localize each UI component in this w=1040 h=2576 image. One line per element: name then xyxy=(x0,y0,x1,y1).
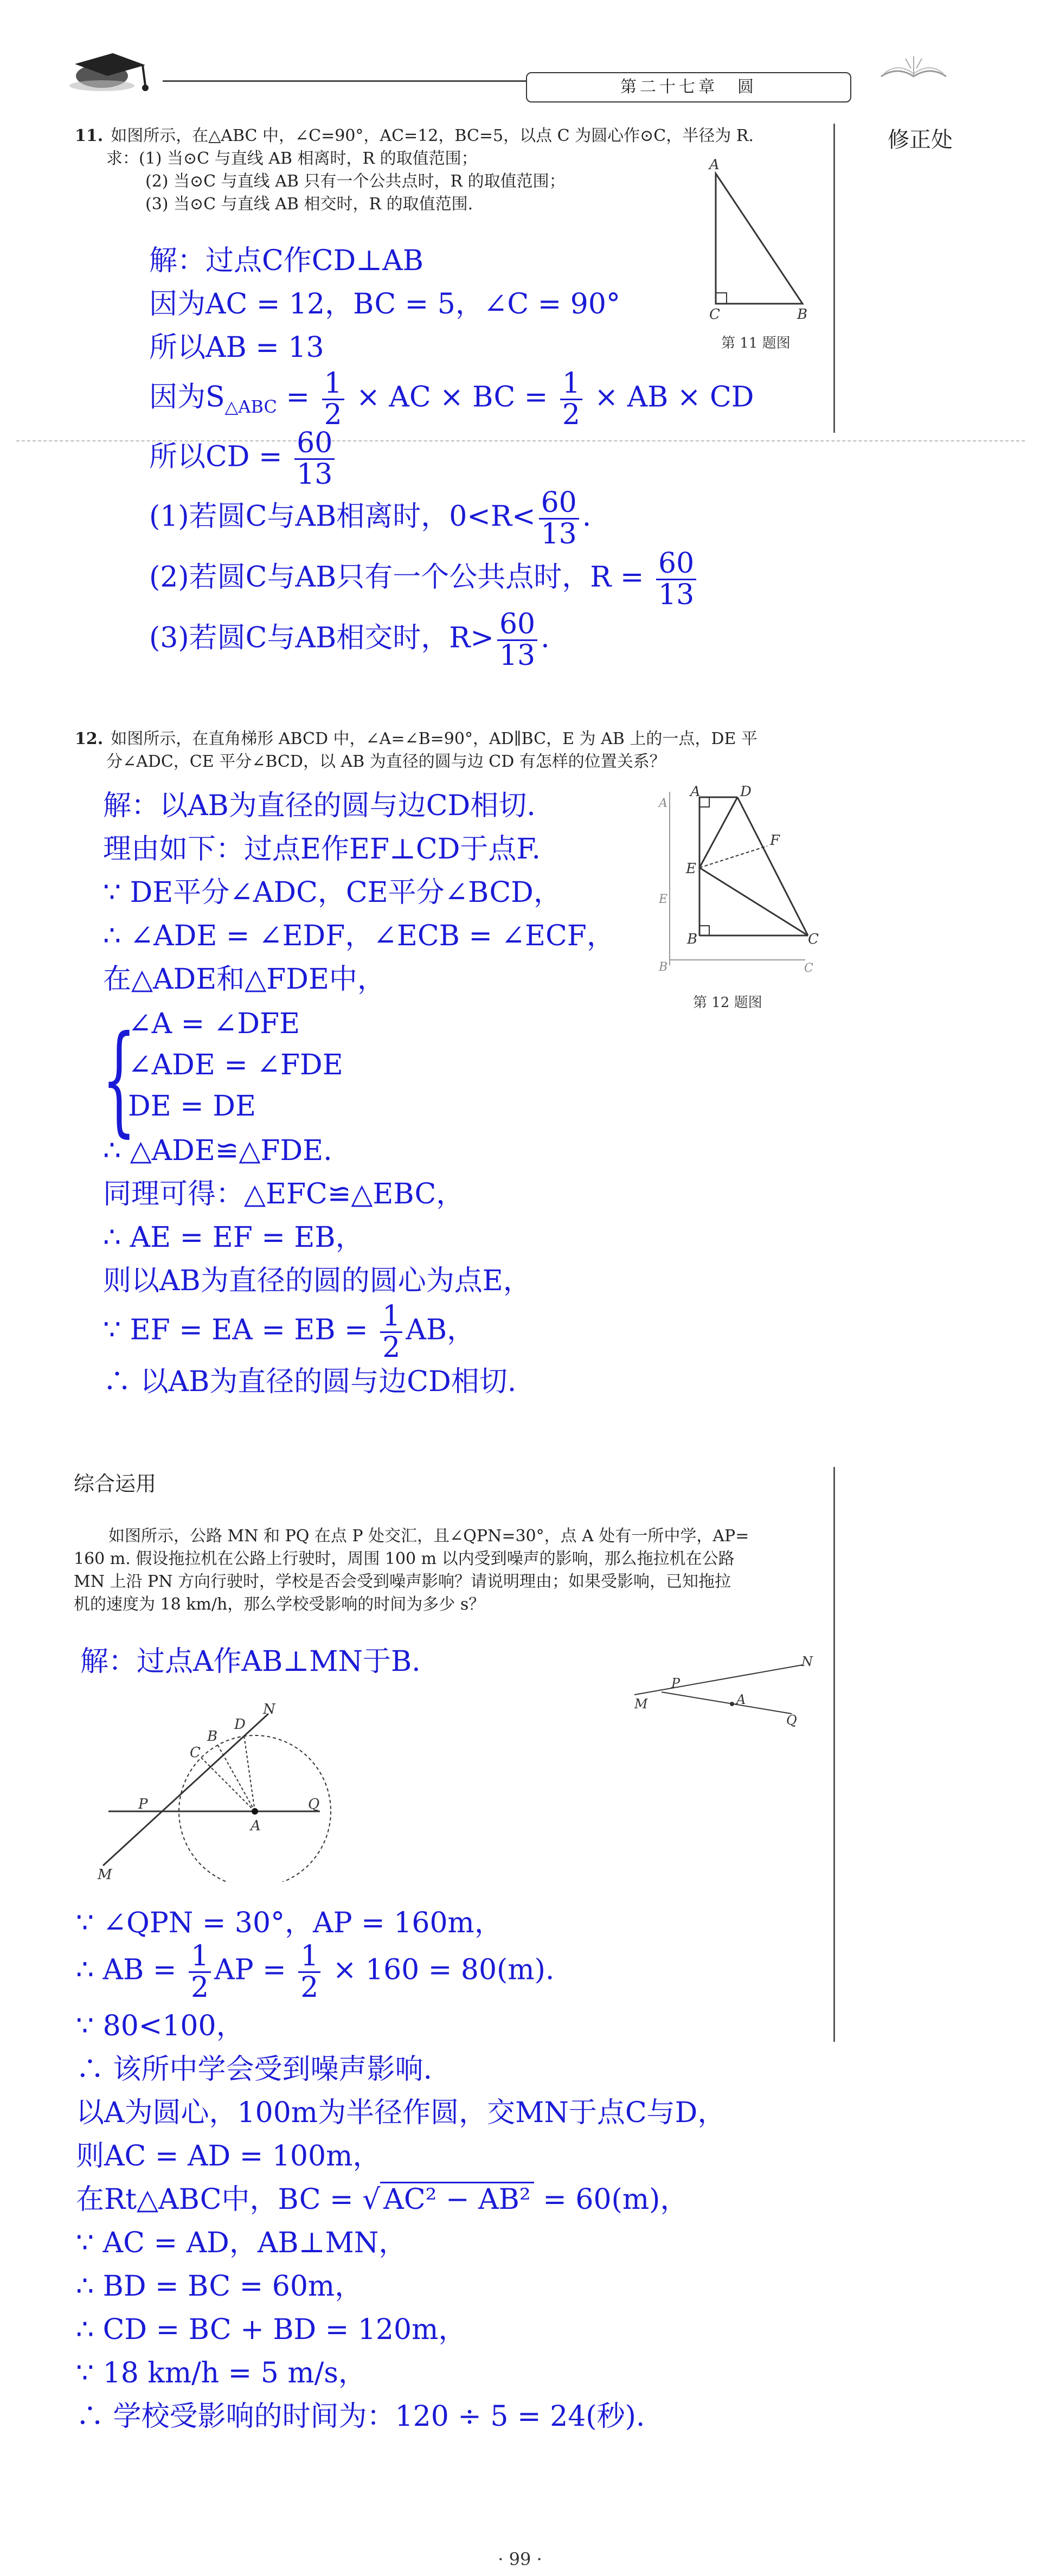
q12-ans-9: ∴ △ADE≌△FDE. xyxy=(103,1135,332,1167)
q11-ans-4-mid: = xyxy=(277,381,319,414)
point-a xyxy=(730,1702,734,1706)
section-ans-6: 以A为圆心，100m为半径作圆，交MN于点C与D， xyxy=(76,2097,726,2129)
right-angle-mark xyxy=(716,293,727,304)
q12-ans-5: 在△ADE和△FDE中， xyxy=(103,963,386,996)
q12-text xyxy=(75,728,829,773)
margin-title: 修正处 xyxy=(888,127,953,152)
segment-ad xyxy=(244,1735,255,1811)
r-fraction-3: $\frac{60}{13}$ xyxy=(497,610,537,670)
section-text xyxy=(74,1525,827,1616)
label-a-big: A xyxy=(251,1818,261,1834)
section-ans-12: ∵ 18 km/h = 5 m/s， xyxy=(76,2357,367,2389)
q12-line2: 分∠ADC，CE 平分∠BCD，以 AB 为直径的圆与边 CD 有怎样的位置关系？ xyxy=(106,752,666,771)
q12-ans-11: ∴ AE = EF = EB， xyxy=(103,1221,364,1254)
q12-ans-13: ∵ EF = EA = EB = $\frac{1}{2}$ AB， xyxy=(103,1300,476,1364)
label-q: Q xyxy=(786,1713,797,1728)
q12-ans-4: ∴ ∠ADE = ∠EDF，∠ECB = ∠ECF， xyxy=(103,920,615,952)
label-e-faint: E xyxy=(659,893,668,906)
header-logo xyxy=(64,42,156,97)
q11-ans-6: (1)若圆C与AB相离时，0<R< $\frac{60}{13}$ . xyxy=(149,486,592,550)
margin-divider-1 xyxy=(833,124,835,433)
q12-ans-2: 理由如下：过点E作EF⊥CD于点F. xyxy=(103,833,541,866)
graduation-cap-icon xyxy=(64,42,156,97)
label-b-faint: B xyxy=(659,960,668,974)
q11-line1: 如图所示，在△ABC 中，∠C=90°，AC=12，BC=5，以点 C 为圆心作⊙C，半径为 R. xyxy=(111,126,754,145)
q12-number: 12. xyxy=(75,729,104,748)
section-ans-7: 则AC = AD = 100m， xyxy=(76,2140,381,2173)
open-book-icon xyxy=(878,52,949,85)
q12-ans-10: 同理可得：△EFC≌△EBC， xyxy=(103,1178,465,1210)
q11-line2: 求：(1) 当⊙C 与直线 AB 相离时，R 的取值范围； xyxy=(106,149,478,168)
q11-ans-7: (2)若圆C与AB只有一个公共点时，R = $\frac{60}{13}$ xyxy=(149,549,699,610)
label-b-big: B xyxy=(207,1728,218,1745)
point-a-big xyxy=(252,1808,258,1815)
q12-figure xyxy=(648,781,827,982)
label-b: B xyxy=(687,931,698,947)
q12-ans-14: ∴ 以AB为直径的圆与边CD相切. xyxy=(103,1366,517,1398)
q12-ans-3: ∵ DE平分∠ADC，CE平分∠BCD， xyxy=(103,876,562,909)
label-f: F xyxy=(770,832,780,849)
side-cd xyxy=(737,797,808,935)
road-mn xyxy=(634,1665,803,1695)
q11-ans-4-rest1: × AC × BC = xyxy=(347,381,557,414)
q11-ans-4-rest2: × AB × CD xyxy=(585,381,754,414)
q11-ans-2: 因为AC = 12，BC = 5，∠C = 90° xyxy=(149,288,620,321)
section-ans-2: ∵ ∠QPN = 30°，AP = 160m， xyxy=(76,1907,503,1939)
q12-ans-1: 解：以AB为直径的圆与边CD相切. xyxy=(103,790,536,822)
section-small-figure xyxy=(629,1654,824,1730)
q11-ans-1: 解：过点C作CD⊥AB xyxy=(149,245,423,277)
page-number: · 99 · xyxy=(498,2549,542,2569)
section-line3: MN 上沿 PN 方向行驶时，学校是否会受到噪声影响？请说明理由；如果受影响，已知拖拉 xyxy=(74,1572,731,1591)
header-book-ornament xyxy=(878,52,949,85)
q12-ans-6: ∠A = ∠DFE xyxy=(128,1008,300,1040)
half-fraction-s2: $\frac{1}{2}$ xyxy=(298,1941,320,2002)
label-a: A xyxy=(690,784,701,800)
label-c: C xyxy=(808,931,819,947)
label-m: M xyxy=(634,1696,648,1712)
half-fraction-s1: $\frac{1}{2}$ xyxy=(189,1941,211,2002)
section-ans-4: ∵ 80<100， xyxy=(76,2010,245,2042)
section-line2: 160 m. 假设拖拉机在公路上行驶时，周围 100 m 以内受到噪声的影响，那么拖拉机在公路 xyxy=(74,1549,735,1568)
segment-ac xyxy=(201,1757,255,1811)
label-c-faint: C xyxy=(804,962,813,975)
label-e: E xyxy=(686,861,696,877)
q11-ans-4-sub: △ABC xyxy=(224,396,277,417)
label-n: N xyxy=(801,1654,813,1669)
section-line4: 机的速度为 18 km/h，那么学校受影响的时间为多少 s？ xyxy=(74,1595,485,1614)
q11-number: 11. xyxy=(75,126,104,145)
q12-line1: 如图所示，在直角梯形 ABCD 中，∠A=∠B=90°，AD∥BC，E 为 AB 上的一点，DE 平 xyxy=(111,729,757,748)
right-angle-a xyxy=(699,797,709,807)
label-a: A xyxy=(736,1692,746,1707)
label-d: D xyxy=(740,784,752,800)
triangle-abc xyxy=(716,174,803,304)
q11-ans-5: 所以CD = $\frac{60}{13}$ xyxy=(149,428,338,489)
q11-ans-4 xyxy=(149,369,754,430)
q11-caption: 第 11 题图 xyxy=(721,335,791,351)
q12-ans-12: 则以AB为直径的圆的圆心为点E， xyxy=(103,1265,531,1297)
section-big-figure xyxy=(81,1697,363,1882)
q11-ans-3: 所以AB = 13 xyxy=(149,331,324,364)
q11-ans-4-pre: 因为S xyxy=(149,381,225,414)
label-a: A xyxy=(709,157,720,173)
section-ans-9: ∵ AC = AD，AB⊥MN， xyxy=(76,2227,407,2259)
r-fraction-2: $\frac{60}{13}$ xyxy=(656,549,696,610)
section-ans-11: ∴ CD = BC + BD = 120m， xyxy=(76,2314,467,2346)
segment-ec xyxy=(699,868,808,935)
label-p-big: P xyxy=(138,1796,148,1812)
segment-ab xyxy=(217,1744,255,1811)
label-d-big: D xyxy=(234,1716,246,1733)
label-c-big: C xyxy=(190,1745,201,1761)
system-brace: { xyxy=(102,1010,136,1149)
q11-line4: (3) 当⊙C 与直线 AB 相交时，R 的取值范围. xyxy=(145,195,473,214)
half-fraction-q12: $\frac{1}{2}$ xyxy=(380,1302,402,1362)
q11-line3: (2) 当⊙C 与直线 AB 只有一个公共点时，R 的取值范围； xyxy=(145,172,566,191)
half-fraction: $\frac{1}{2}$ xyxy=(322,369,344,430)
section-ans-1: 解：过点A作AB⊥MN于B. xyxy=(80,1645,421,1678)
label-m-big: M xyxy=(98,1867,112,1882)
label-a-faint: A xyxy=(659,797,667,810)
q12-ans-8: DE = DE xyxy=(128,1090,256,1123)
sqrt-sign: √ xyxy=(362,2183,381,2216)
q12-caption: 第 12 题图 xyxy=(693,995,762,1011)
label-q-big: Q xyxy=(308,1796,320,1812)
q11-ans-8: (3)若圆C与AB相交时，R> $\frac{60}{13}$ . xyxy=(149,608,550,672)
cd-fraction: $\frac{60}{13}$ xyxy=(294,428,335,489)
half-fraction-2: $\frac{1}{2}$ xyxy=(560,369,582,430)
section-ans-10: ∴ BD = BC = 60m， xyxy=(76,2270,363,2303)
road-pq xyxy=(662,1692,792,1714)
sqrt-radicand: AC² − AB² xyxy=(380,2182,534,2216)
label-p: P xyxy=(671,1676,681,1691)
label-b: B xyxy=(797,306,808,323)
section-ans-3: ∴ AB = $\frac{1}{2}$ AP = $\frac{1}{2}$ × 160 = 80(m). xyxy=(76,1940,555,2004)
chapter-title: 第二十七章 圆 xyxy=(526,72,851,102)
q12-ans-7: ∠ADE = ∠FDE xyxy=(128,1049,343,1081)
section-ans-13: ∴ 学校受影响的时间为：120 ÷ 5 = 24(秒). xyxy=(76,2400,645,2433)
section-ans-8: 在Rt△ABC中，BC = √ AC² − AB² = 60(m)， xyxy=(76,2186,688,2214)
section-title: 综合运用 xyxy=(74,1472,157,1496)
r-fraction-1: $\frac{60}{13}$ xyxy=(539,488,579,549)
label-n-big: N xyxy=(263,1701,275,1718)
q11-figure xyxy=(699,157,819,336)
margin-divider-2 xyxy=(833,1467,835,2042)
section-ans-5: ∴ 该所中学会受到噪声影响. xyxy=(76,2053,433,2086)
label-c: C xyxy=(709,306,720,323)
right-angle-b xyxy=(699,926,709,935)
section-line1: 如图所示，公路 MN 和 PQ 在点 P 处交汇，且∠QPN=30°，点 A 处有一所中学，AP= xyxy=(108,1527,749,1546)
